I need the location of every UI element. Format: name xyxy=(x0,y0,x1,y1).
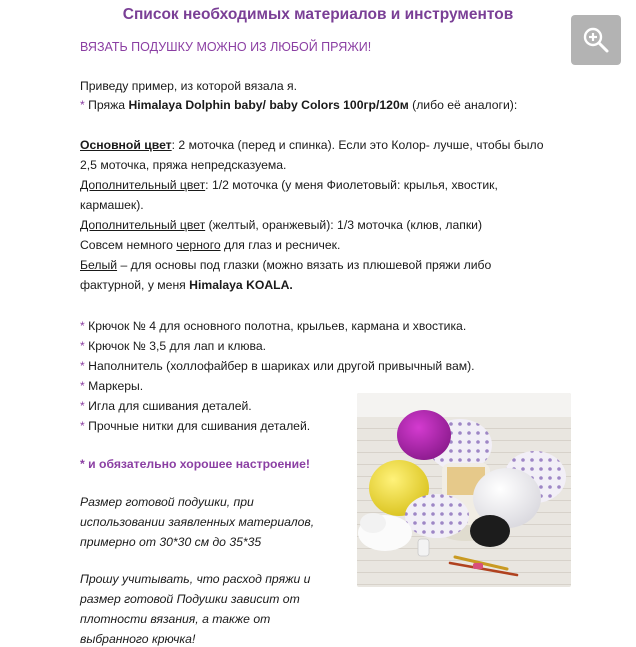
main-color-line xyxy=(80,137,544,153)
extra-color-2-label: Дополнительный цвет xyxy=(80,218,206,232)
intro-text: Приведу пример, из которой вязала я. xyxy=(80,79,297,93)
tool-item: * Игла для сшивания деталей. xyxy=(80,399,252,413)
warning-line: размер готовой Подушки зависит от xyxy=(80,592,300,606)
size-note-line: примерно от 30*30 см до 35*35 xyxy=(80,535,262,549)
main-color-label: Основной цвет xyxy=(80,138,172,152)
main-color-text: : 2 моточка (перед и спинка). Если это Колор- лучше, чтобы было xyxy=(171,138,544,152)
extra-color-1-line xyxy=(80,177,498,193)
yarn-note: (либо её аналоги): xyxy=(408,98,518,112)
white-line-2 xyxy=(80,277,293,293)
bullet: * xyxy=(80,379,89,393)
subtitle: ВЯЗАТЬ ПОДУШКУ МОЖНО ИЗ ЛЮБОЙ ПРЯЖИ! xyxy=(80,40,372,54)
bullet: * xyxy=(80,98,89,112)
black-word: черного xyxy=(176,238,221,252)
tool-item: * Крючок № 4 для основного полотна, крыльев, кармана и хвостика. xyxy=(80,319,467,333)
white-line xyxy=(80,257,491,273)
tool-item: * Прочные нитки для сшивания деталей. xyxy=(80,419,311,433)
white-brand: Himalaya KOALA. xyxy=(189,278,293,292)
extra-color-1-text: : 1/2 моточка (у меня Фиолетовый: крылья, хвостик, xyxy=(205,178,498,192)
white-label: Белый xyxy=(80,258,118,272)
page-title: Список необходимых материалов и инструментов xyxy=(122,6,514,23)
black-post: для глаз и ресничек. xyxy=(220,238,341,252)
bullet: * xyxy=(80,419,89,433)
tool-item: * Маркеры. xyxy=(80,379,144,393)
main-color-line-2: 2,5 моточка, пряжа непредсказуема. xyxy=(80,158,287,172)
warning-line: выбранного крючка! xyxy=(80,632,196,646)
black-line xyxy=(80,237,340,253)
extra-color-1-line-2: кармашек). xyxy=(80,198,144,212)
mood-text: * и обязательно хорошее настроение! xyxy=(80,457,310,471)
extra-color-1-label: Дополнительный цвет xyxy=(80,178,206,192)
yarn-brand: Himalaya Dolphin baby/ baby Colors 100гр/120м xyxy=(128,98,409,112)
warning-line: Прошу учитывать, что расход пряжи и xyxy=(80,572,311,586)
extra-color-2-line xyxy=(80,217,482,233)
yarn-label: Пряжа xyxy=(88,98,129,112)
materials-photo xyxy=(357,393,571,587)
black-pre: Совсем немного xyxy=(80,238,177,252)
white-text: – для основы под глазки (можно вязать из плюшевой пряжи либо xyxy=(117,258,492,272)
tool-item: * Крючок № 3,5 для лап и клюва. xyxy=(80,339,267,353)
extra-color-2-text: (желтый, оранжевый): 1/3 моточка (клюв, лапки) xyxy=(205,218,483,232)
tool-item: * Наполнитель (холлофайбер в шариках или другой привычный вам). xyxy=(80,359,475,373)
size-note-line: использовании заявленных материалов, xyxy=(80,515,315,529)
zoom-in-icon xyxy=(582,26,610,54)
yarn-illustration xyxy=(357,393,571,587)
white-text-2: фактурной, у меня xyxy=(80,278,190,292)
yarn-line xyxy=(80,97,517,113)
zoom-button[interactable] xyxy=(571,15,621,65)
size-note-line: Размер готовой подушки, при xyxy=(80,495,254,509)
bullet: * xyxy=(80,399,89,413)
warning-line: плотности вязания, а также от xyxy=(80,612,271,626)
bullet: * xyxy=(80,359,89,373)
bullet: * xyxy=(80,319,89,333)
bullet: * xyxy=(80,339,89,353)
